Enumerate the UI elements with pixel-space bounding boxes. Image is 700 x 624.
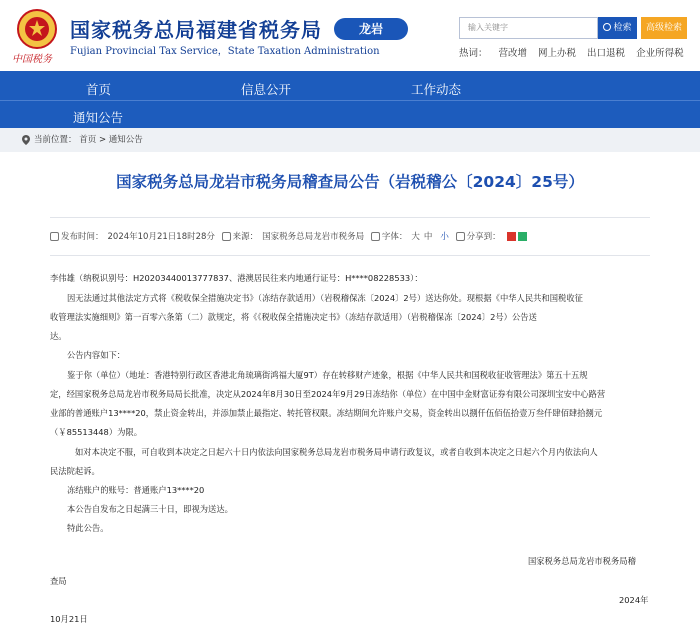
article-meta xyxy=(50,230,527,244)
nav-divider xyxy=(0,100,700,101)
article-title: 国家税务总局龙岩市税务局稽查局公告（岩税稽公〔2024〕25号） xyxy=(116,173,584,191)
location-pin-icon xyxy=(22,135,30,145)
breadcrumb-current[interactable]: 通知公告 xyxy=(108,135,143,145)
body-paragraph: 公告内容如下： xyxy=(67,350,126,360)
body-paragraph: 收管理法实施细则》第一百零六条第（二）款规定，将《《税收保全措施决定书》（冻结存款适用）（岩税稽保冻〔2024〕2号）公告送 xyxy=(50,312,537,322)
search-button-label: 检索 xyxy=(613,23,632,33)
nav-item-info-public[interactable]: 信息公开 xyxy=(241,82,292,97)
share-icon xyxy=(456,232,465,241)
nav-item-work-news[interactable]: 工作动态 xyxy=(411,82,462,97)
font-icon xyxy=(371,232,380,241)
date-line: 10月21日 xyxy=(50,614,88,624)
body-paragraph: 达。 xyxy=(50,331,67,341)
hot-word-link[interactable]: 网上办税 xyxy=(538,48,577,59)
divider xyxy=(50,255,650,256)
share-label: 分享到： xyxy=(466,232,501,242)
site-header xyxy=(0,0,700,70)
nav-item-home[interactable]: 首页 xyxy=(86,82,112,97)
body-paragraph: 业部的普通账户13****20，禁止资金转出，并添加禁止最指定、转托管权限。冻结期间允许账户交易，资金转出以捌仟伍佰伍拾壹万叁仟肆佰肆拾捌元 xyxy=(50,408,603,418)
search-icon xyxy=(603,23,611,31)
font-size-small[interactable]: 小 xyxy=(440,232,449,242)
body-paragraph: 本公告自发布之日起满三十日，即视为送达。 xyxy=(67,504,233,514)
breadcrumb-text xyxy=(34,128,143,152)
body-paragraph: 因无法通过其他法定方式将《税收保全措施决定书》（冻结存款适用）（岩税稽保冻〔2024〕2号）送达你处。现根据《中华人民共和国税收征 xyxy=(67,293,583,303)
divider xyxy=(50,217,650,218)
search-button[interactable] xyxy=(598,17,637,39)
font-label: 字体： xyxy=(381,232,408,242)
hot-words xyxy=(459,45,695,59)
weibo-icon[interactable] xyxy=(507,232,516,241)
region-badge[interactable]: 龙岩 xyxy=(334,18,408,40)
publish-time: 2024年10月21日18时28分 xyxy=(107,232,215,242)
body-paragraph: 冻结账户的账号：普通账户13****20 xyxy=(67,485,205,495)
body-paragraph: （￥85513448）为限。 xyxy=(50,427,143,437)
body-paragraph: 李伟雄（纳税识别号：H20203440013777837、港澳居民往来内地通行证号：H****08228533）： xyxy=(50,273,423,283)
publish-label: 发布时间： xyxy=(61,232,104,242)
source-label: 来源： xyxy=(232,232,259,242)
nav-item-notices[interactable]: 通知公告 xyxy=(73,110,124,125)
hot-word-link[interactable]: 出口退税 xyxy=(587,48,626,59)
clock-icon xyxy=(50,232,59,241)
emblem-label: 中国税务 xyxy=(12,54,52,65)
hot-word-link[interactable]: 企业所得税 xyxy=(636,48,684,59)
font-size-medium[interactable]: 中 xyxy=(423,232,433,242)
font-size-large[interactable]: 大 xyxy=(411,232,420,242)
body-paragraph: 特此公告。 xyxy=(67,523,109,533)
body-paragraph: 鉴于你（单位）（地址：香港特别行政区香港北角琉璃街鸿福大厦9T）存在转移财产迹象，根据《中华人民共和国税收征收管理法》第五十五规 xyxy=(67,370,588,380)
hot-word-link[interactable]: 营改增 xyxy=(498,48,528,59)
site-title[interactable]: 国家税务总局福建省税务局 xyxy=(70,18,322,42)
body-paragraph: 如对本决定不服，可自收到本决定之日起六十日内依法向国家税务总局龙岩市税务局申请行政复议，或者自收到本决定之日起六个月内依法向人 xyxy=(75,447,598,457)
search-input[interactable]: 输入关键字 xyxy=(459,17,598,39)
source-value: 国家税务总局龙岩市税务局 xyxy=(262,232,365,242)
breadcrumb-home[interactable]: 首页 xyxy=(79,135,97,145)
date-line: 2024年 xyxy=(619,595,649,605)
signature-line: 查局 xyxy=(50,576,67,586)
body-paragraph: 民法院起诉。 xyxy=(50,466,100,476)
site-subtitle: Fujian Provincial Tax Service，State Taxation Administration xyxy=(70,46,380,57)
breadcrumb xyxy=(0,128,700,152)
breadcrumb-separator: > xyxy=(98,135,107,145)
signature-line: 国家税务总局龙岩市税务局稽 xyxy=(528,556,636,566)
hot-words-label: 热词： xyxy=(459,48,488,59)
advanced-search-button[interactable]: 高级检索 xyxy=(641,17,687,39)
tax-emblem-icon xyxy=(16,8,58,50)
breadcrumb-label: 当前位置： xyxy=(34,135,77,145)
body-paragraph: 定，经国家税务总局龙岩市税务局局长批准，决定从2024年8月30日至2024年9月29日冻结你（单位）在中国中金财富证券有限公司深圳宝安中心路营 xyxy=(50,389,606,399)
document-icon xyxy=(222,232,231,241)
wechat-icon[interactable] xyxy=(518,232,527,241)
